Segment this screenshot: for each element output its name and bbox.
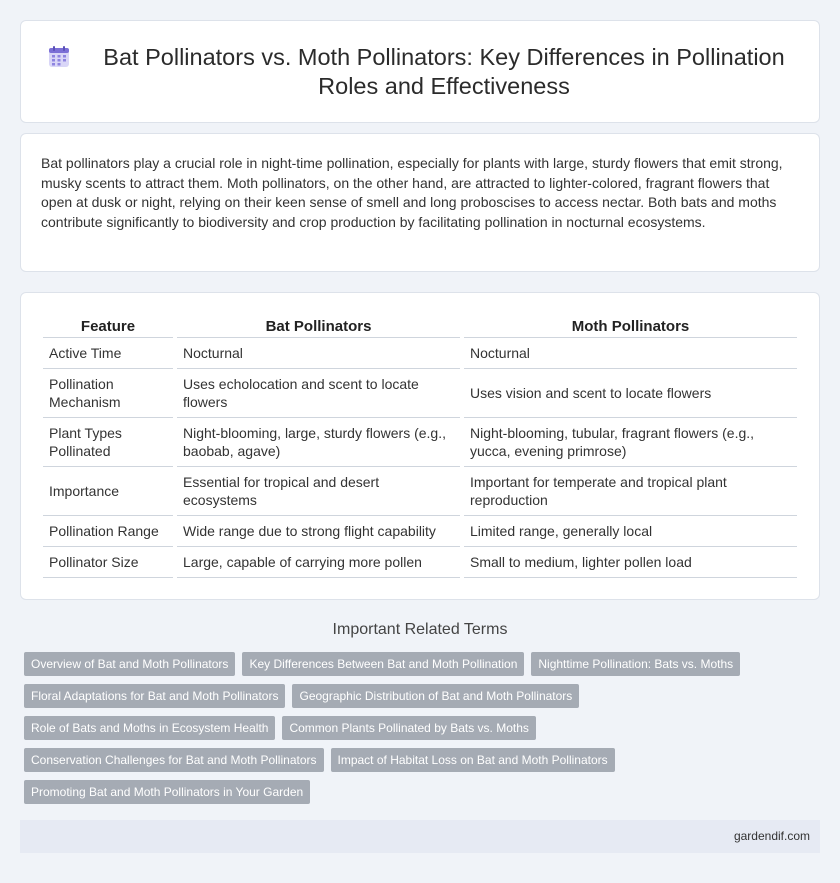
table-cell: Night-blooming, tubular, fragrant flowers (e.g., yucca, evening primrose) [464, 418, 797, 467]
table-cell: Limited range, generally local [464, 516, 797, 547]
site-link[interactable]: gardendif.com [733, 829, 810, 843]
header [21, 21, 819, 122]
table-cell: Importance [43, 467, 173, 516]
header-card [20, 20, 820, 123]
table-row [43, 467, 797, 516]
comparison-table [39, 313, 801, 578]
tag-row [24, 652, 824, 676]
related-term-link[interactable]: Nighttime Pollination: Bats vs. Moths [531, 652, 740, 676]
related-term-link[interactable]: Floral Adaptations for Bat and Moth Pollinators [24, 684, 285, 708]
table-cell: Plant Types Pollinated [43, 418, 173, 467]
page-title: Bat Pollinators vs. Moth Pollinators: Key Differences in Pollination Roles and Effectiveness [103, 43, 785, 99]
table-cell: Active Time [43, 338, 173, 369]
tag-row [24, 684, 824, 708]
related-term-link[interactable]: Role of Bats and Moths in Ecosystem Health [24, 716, 275, 740]
table-cell: Uses echolocation and scent to locate flowers [177, 369, 460, 418]
related-terms-list [24, 652, 824, 812]
related-terms-title: Important Related Terms [332, 621, 508, 638]
tag-row [24, 748, 824, 772]
calendar-icon [47, 45, 71, 69]
table-cell: Essential for tropical and desert ecosystems [177, 467, 460, 516]
table-cell: Nocturnal [177, 338, 460, 369]
tag-row [24, 780, 824, 804]
table-row [43, 338, 797, 369]
table-cell: Night-blooming, large, sturdy flowers (e.g., baobab, agave) [177, 418, 460, 467]
table-cell: Large, capable of carrying more pollen [177, 547, 460, 578]
table-row [43, 418, 797, 467]
related-term-link[interactable]: Conservation Challenges for Bat and Moth Pollinators [24, 748, 324, 772]
footer [20, 820, 820, 853]
table-cell: Wide range due to strong flight capability [177, 516, 460, 547]
related-term-link[interactable]: Key Differences Between Bat and Moth Pollination [242, 652, 524, 676]
related-term-link[interactable]: Geographic Distribution of Bat and Moth Pollinators [292, 684, 579, 708]
table-cell: Important for temperate and tropical plant reproduction [464, 467, 797, 516]
header-moth: Moth Pollinators [464, 313, 797, 338]
table-header-row [43, 313, 797, 338]
comparison-card [20, 292, 820, 600]
tag-row [24, 716, 824, 740]
intro-text: Bat pollinators play a crucial role in night-time pollination, especially for plants with large, sturdy flowers that emit strong, musky scents to attract them. Moth pollinators, on the other hand, are attracted to lighter-colored, fragrant flowers that open at dusk or night, relying on their keen sense of smell and long proboscises to access nectar. Both bats and moths contribute significantly to biodiversity and crop production by facilitating pollination in nocturnal ecosystems. [41, 155, 783, 230]
table-row [43, 547, 797, 578]
related-term-link[interactable]: Promoting Bat and Moth Pollinators in Your Garden [24, 780, 310, 804]
table-cell: Uses vision and scent to locate flowers [464, 369, 797, 418]
related-term-link[interactable]: Common Plants Pollinated by Bats vs. Moths [282, 716, 535, 740]
table-row [43, 516, 797, 547]
table-cell: Small to medium, lighter pollen load [464, 547, 797, 578]
related-term-link[interactable]: Overview of Bat and Moth Pollinators [24, 652, 235, 676]
table-cell: Pollination Mechanism [43, 369, 173, 418]
table-cell: Pollinator Size [43, 547, 173, 578]
table-row [43, 369, 797, 418]
table-cell: Nocturnal [464, 338, 797, 369]
header-feature: Feature [43, 313, 173, 338]
related-term-link[interactable]: Impact of Habitat Loss on Bat and Moth Pollinators [331, 748, 615, 772]
header-bat: Bat Pollinators [177, 313, 460, 338]
intro-card [20, 133, 820, 272]
table-cell: Pollination Range [43, 516, 173, 547]
